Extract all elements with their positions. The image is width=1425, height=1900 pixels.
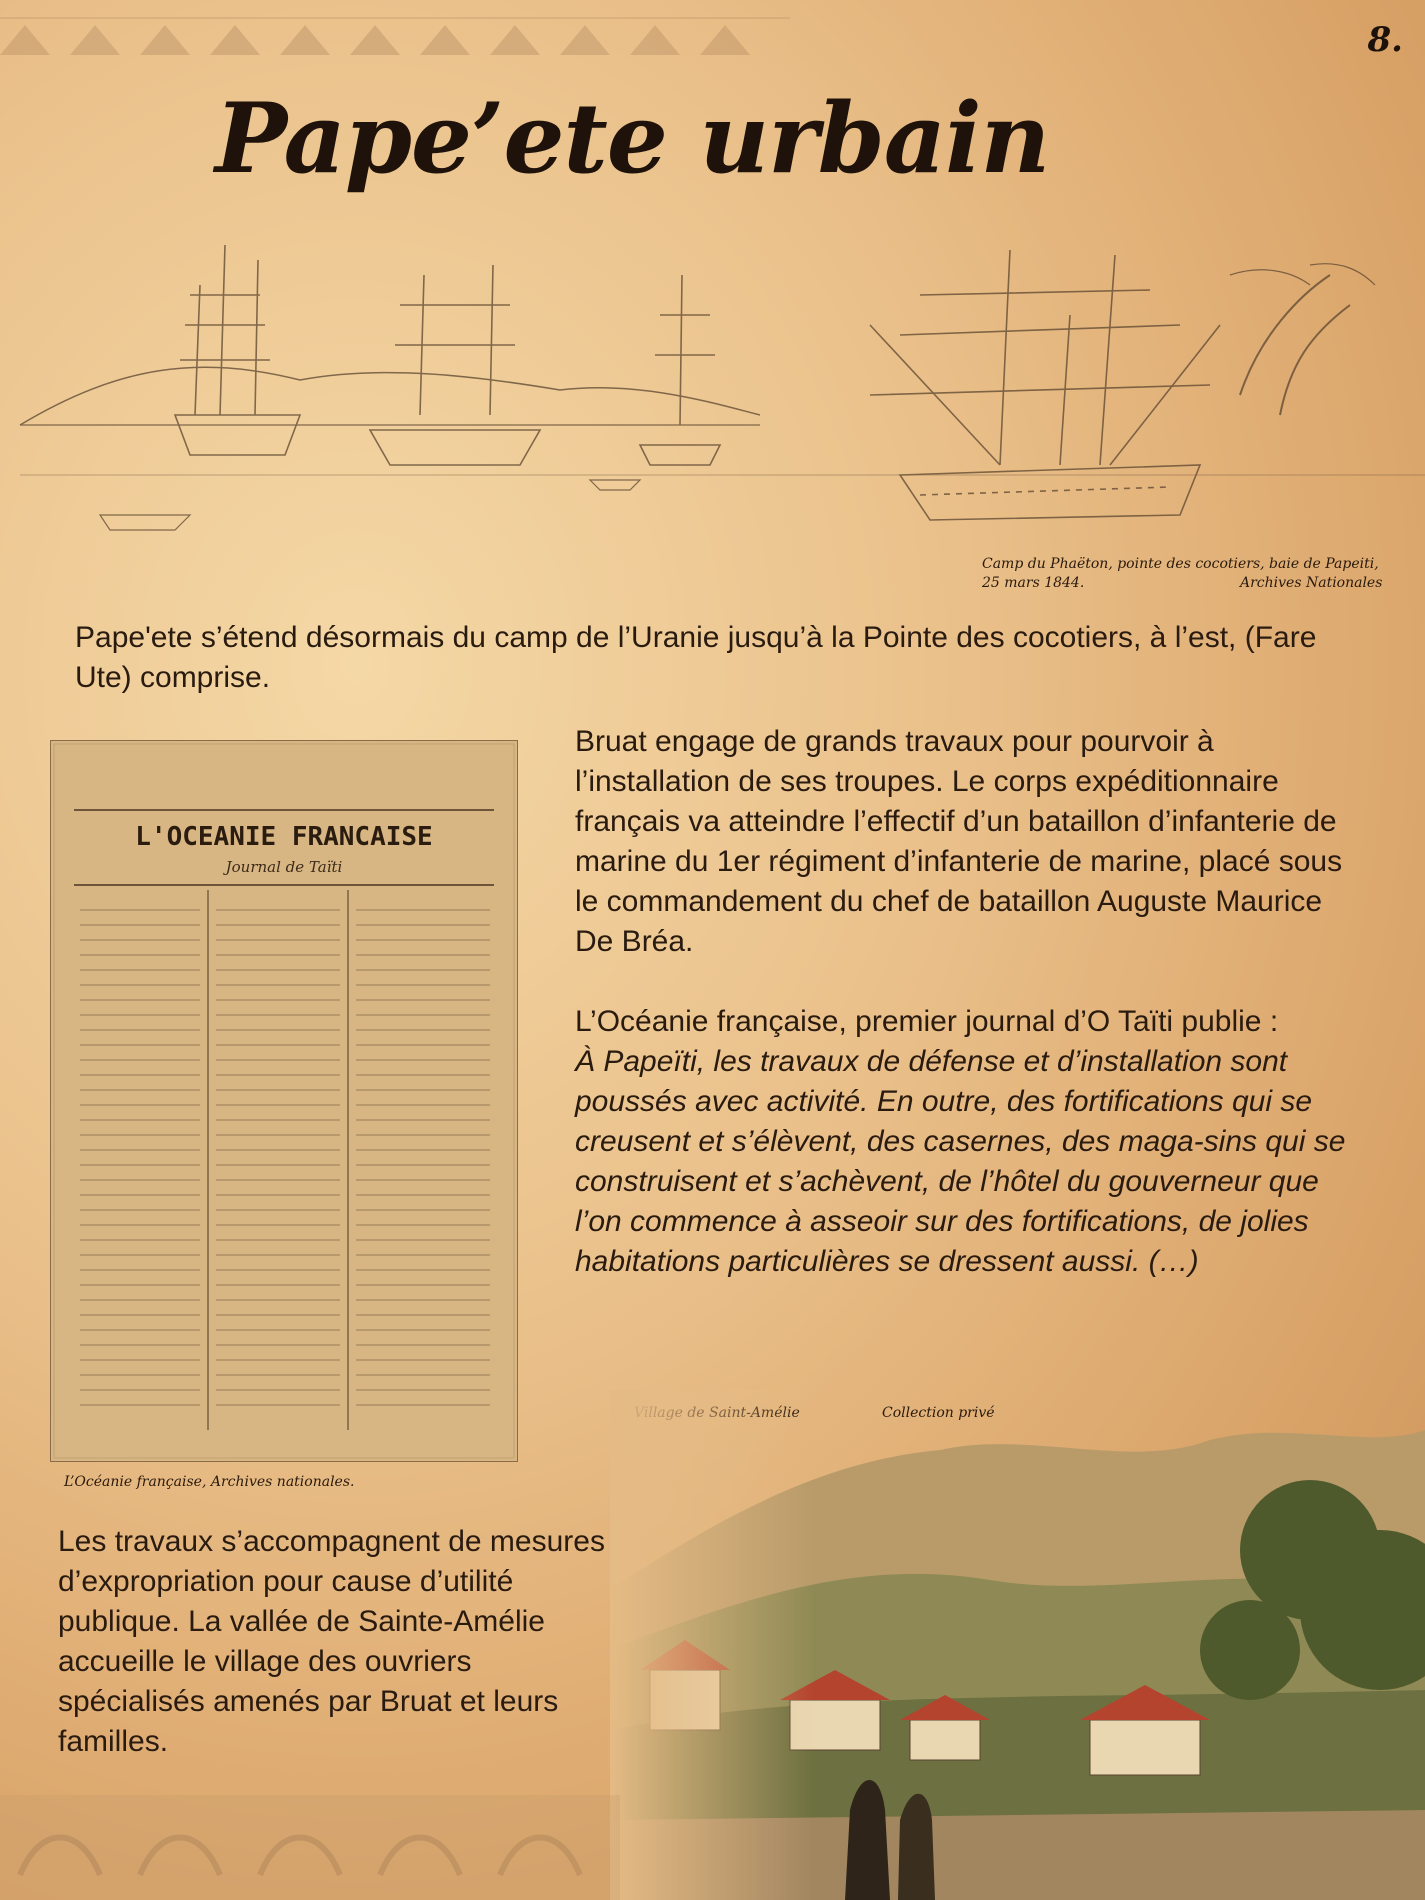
journal-paragraph xyxy=(575,1002,1365,1282)
page-title: Pape’ete urbain xyxy=(215,82,1050,195)
harbour-sketch-illustration xyxy=(0,215,1425,555)
village-illustration xyxy=(610,1390,1425,1900)
decorative-bottom-band xyxy=(0,1795,620,1900)
newspaper-caption: L’Océanie française, Archives nationales. xyxy=(64,1474,355,1490)
journal-quote: À Papeïti, les travaux de défense et d’installation sont poussés avec activité. En outre, des fortifications qui se creusent et s’élèvent, des casernes, des maga-sins qui se construisent et s’achèvent, de l’hôtel du gouverneur que l’on commence à asseoir sur des fortifications, de jolies habitations particulières se dressent aussi. (…) xyxy=(575,1045,1346,1278)
newspaper-facsimile xyxy=(50,740,518,1462)
harbour-caption-line1: Camp du Phaëton, pointe des cocotiers, baie de Papeiti, xyxy=(982,556,1379,572)
decorative-triangle-band xyxy=(0,0,790,60)
newspaper-masthead: L'OCEANIE FRANCAISE xyxy=(135,822,433,852)
expropriation-paragraph: Les travaux s’accompagnent de mesures d’expropriation pour cause d’utilité publique. La vallée de Sainte-Amélie accueille le village des ouvriers spécialisés amenés par Bruat et leurs familles. xyxy=(58,1525,605,1758)
newspaper-subtitle: Journal de Taïti xyxy=(225,858,343,876)
page-number: 8. xyxy=(1367,20,1403,60)
harbour-caption-source: Archives Nationales xyxy=(1240,575,1383,591)
troops-paragraph: Bruat engage de grands travaux pour pourvoir à l’installation de ses troupes. Le corps expéditionnaire français va atteindre l’effectif d’un bataillon d’infanterie de marine du 1er régiment d’infanterie de marine, placé sous le commandement du chef de bataillon Auguste Maurice De Bréa. xyxy=(575,725,1343,958)
intro-paragraph: Pape'ete s’étend désormais du camp de l’Uranie jusqu’à la Pointe des cocotiers, à l’est, (Fare Ute) comprise. xyxy=(75,621,1317,694)
journal-intro: L’Océanie française, premier journal d’O Taïti publie : xyxy=(575,1005,1279,1038)
harbour-caption-date: 25 mars 1844. xyxy=(982,575,1085,591)
